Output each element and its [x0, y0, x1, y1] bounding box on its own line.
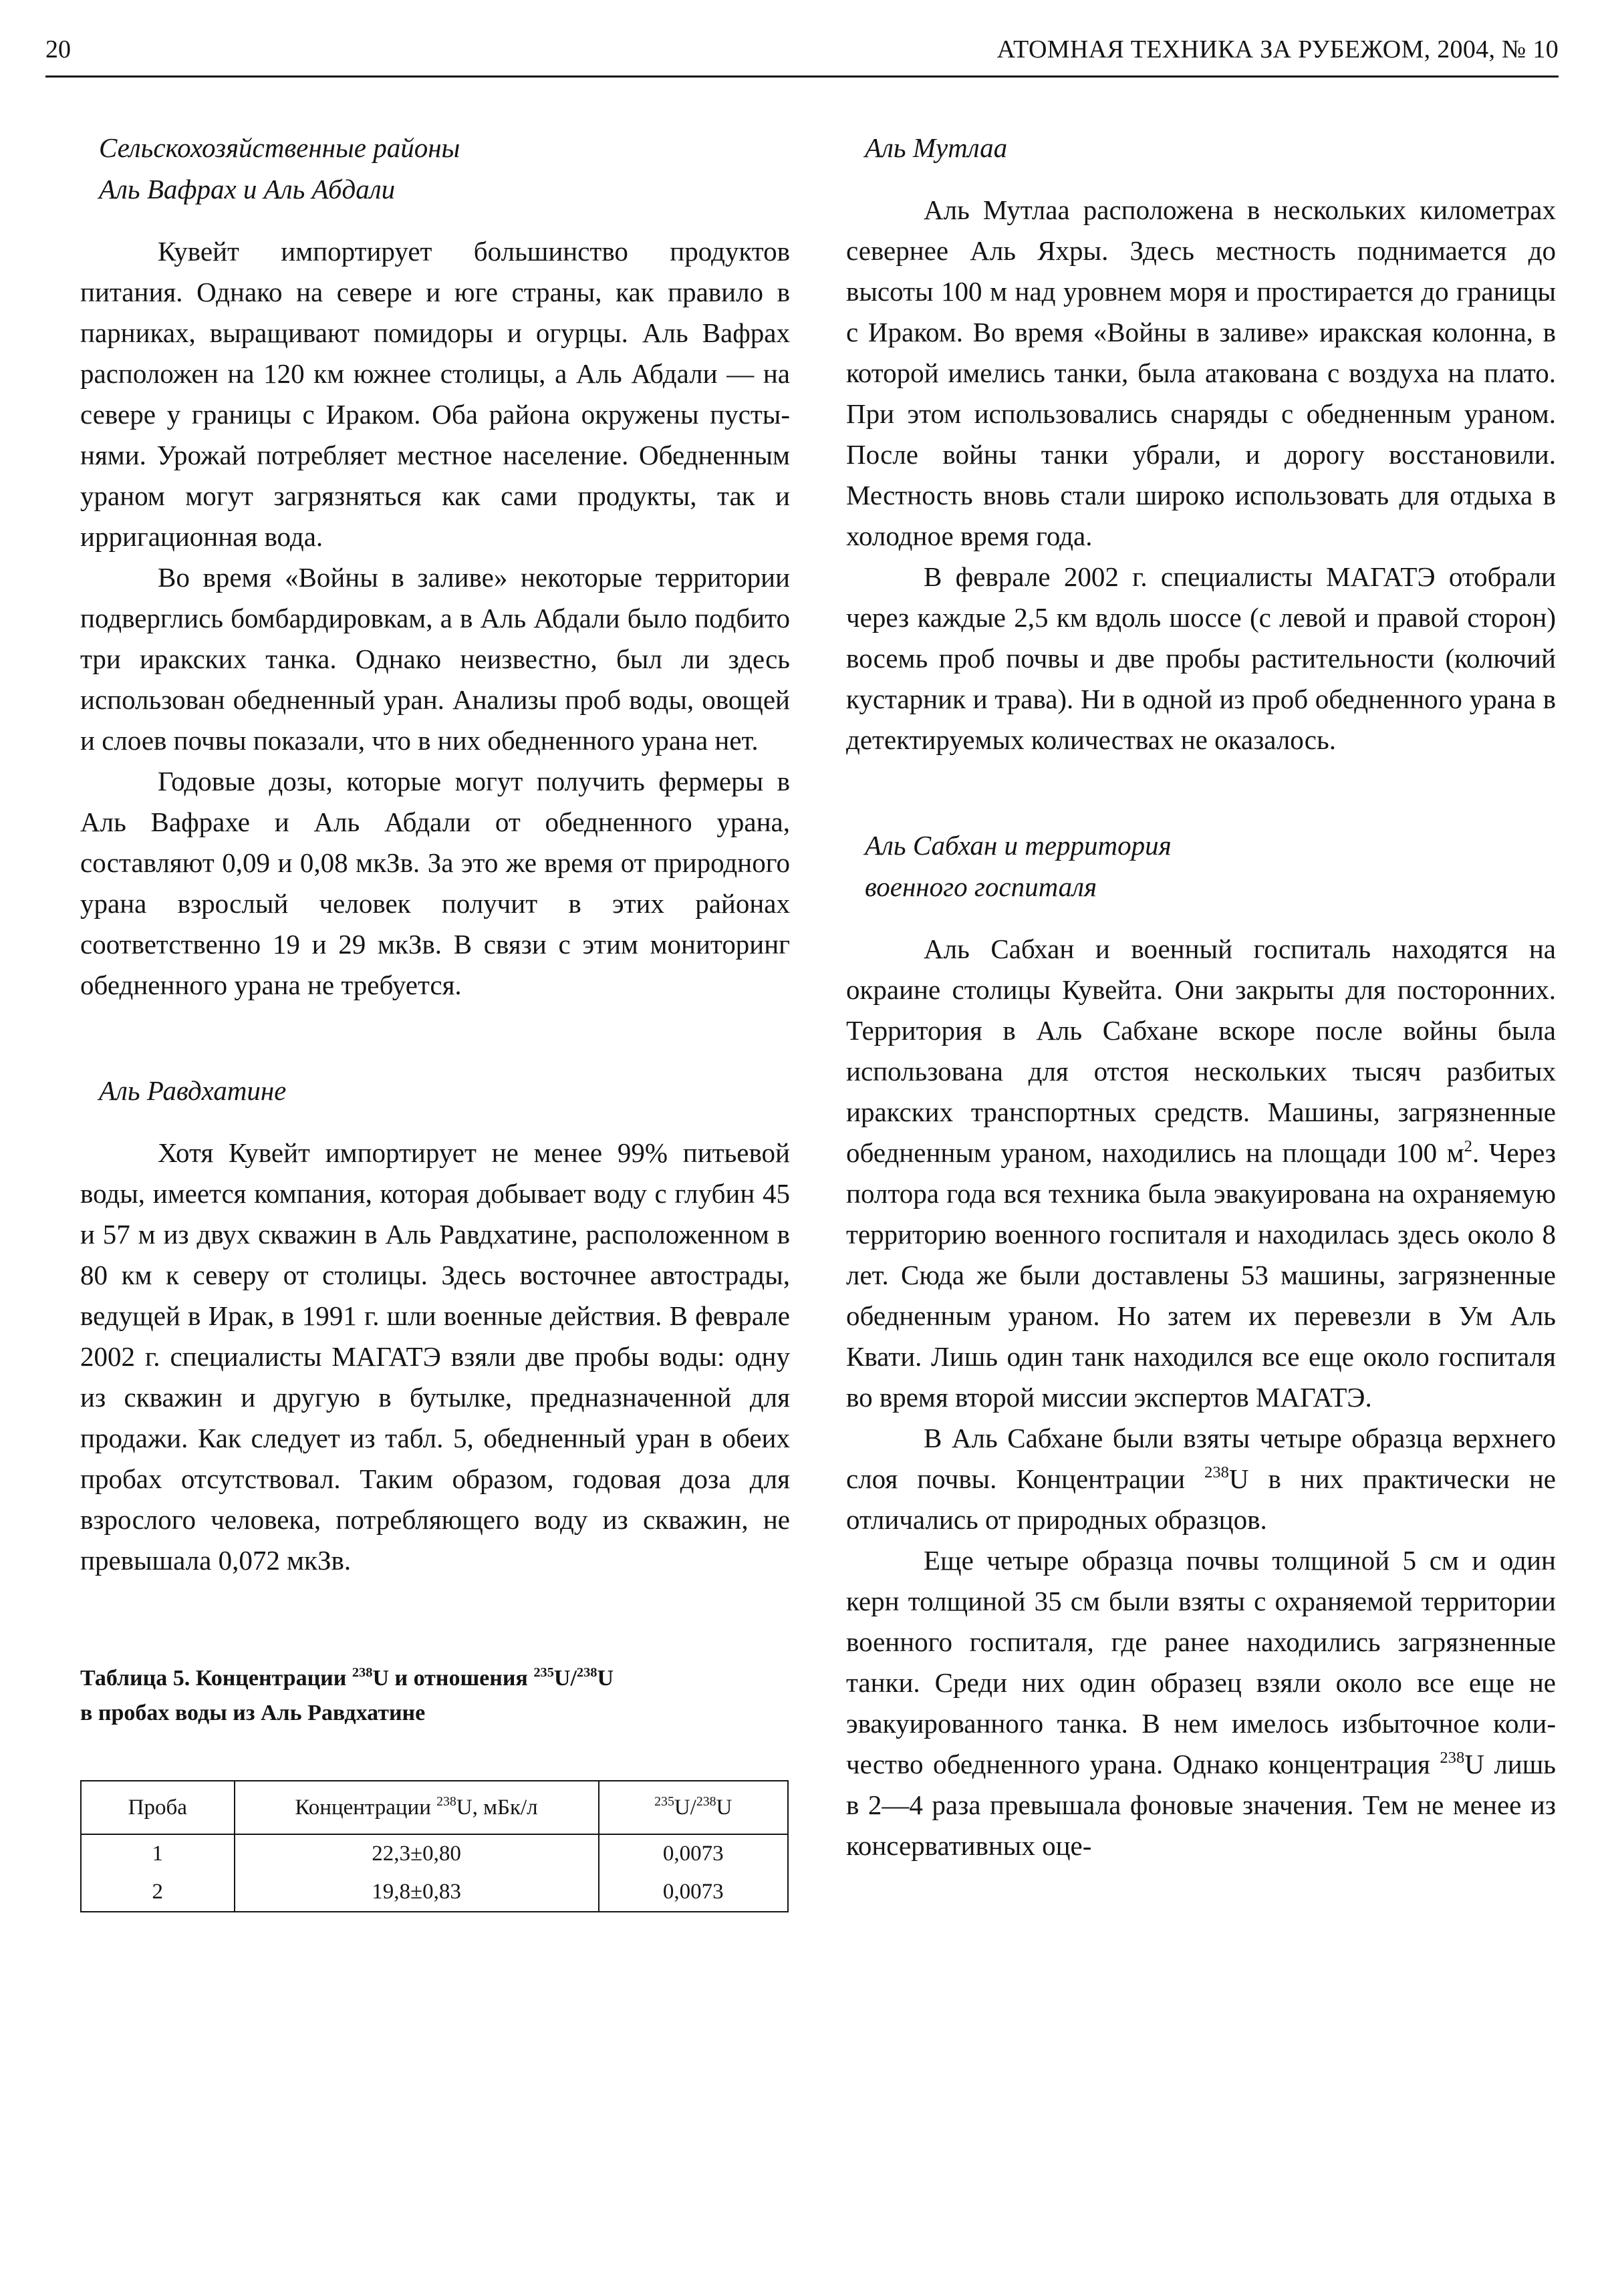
section-heading-line: Сельскохозяйственные районы	[99, 132, 460, 163]
section-heading-sabhan	[846, 825, 1556, 907]
cell-sample: 1	[81, 1834, 235, 1873]
section-heading-line: Аль Сабхан и территория	[865, 830, 1172, 861]
cell-ratio: 0,0073	[599, 1873, 789, 1912]
table-row	[81, 1873, 788, 1912]
data-table	[80, 1780, 789, 1912]
paragraph: Кувейт импортирует большинство продуктов питания. Однако на севере и юге страны, как правило в парниках, выращивают помидоры и огурцы. Аль Вафрах расположен на 120 км южнее столицы, а Аль Абдали — на севере у границы с Ираком. Оба района окружены пустынями. Урожай потребляет местное население. Обедненным ураном могут загрязняться как сами продукты, так и ирригационная вода.	[80, 236, 790, 552]
paragraph: В феврале 2002 г. специалисты МАГАТЭ отобрали через каждые 2,5 км вдоль шоссе (с левой и правой сторон) восемь проб почвы и две пробы растительности (колючий кустарник и трава). Ни в одной из проб обедненного урана в детектируемых количествах не оказалось.	[846, 561, 1556, 755]
header-rule	[45, 76, 1559, 78]
paragraph: Аль Мутлаа расположена в нескольких километрах севернее Аль Яхры. Здесь местность поднимается до высоты 100 м над уровнем моря и простирается до границы с Ираком. Во время «Войны в заливе» иракская колонна, в которой имелись танки, была атакована с воздуха на плато. При этом использовались снаряды с обедненным ураном. После войны танки убрали, и дорогу восстановили. Местность вновь стали широко использовать для отдыха в холодное время года.	[846, 194, 1556, 551]
paragraph: Хотя Кувейт импортирует не менее 99% питьевой воды, имеется компания, которая добывает воду с глубин 45 и 57 м из двух скважин в Аль Равдхатине, расположенном в 80 км к северу от столицы. Здесь восточнее автострады, ведущей в Ирак, в 1991 г. шли военные действия. В феврале 2002 г. специалисты МАГАТЭ взяли две пробы воды: одну из скважин и другую в бутылке, предназначенной для продажи. Как следует из табл. 5, обедненный уран в обеих пробах отсутствовал. Таким образом, годовая доза для взрослого человека, потребляющего воду из скважин, не превышала 0,072 мкЗв.	[80, 1137, 790, 1576]
page-number: 20	[45, 35, 71, 63]
paragraph: Еще четыре образца почвы толщиной 5 см и один керн толщиной 35 см были взяты с охраняемой территории военного госпиталя, где ранее находились загрязненные танки. Среди них один образец взяли около все еще не эвакуированного танка. В нем имелось избыточное количество обедненного урана. Однако концентрация $^{238}$U лишь в 2—4 раза превышала фоновые значения. Тем не менее из консервативных оце-	[846, 1545, 1557, 1861]
cell-concentration: 22,3±0,80	[235, 1834, 599, 1873]
table-header-row	[81, 1781, 788, 1834]
paragraph: В Аль Сабхане были взяты четыре образца верхнего слоя почвы. Концентрации $^{238}$U в них практически не отличались от природных образцов.	[846, 1423, 1556, 1535]
column-header-ratio: $^{235}$U/$^{238}$U	[599, 1781, 789, 1834]
left-column	[80, 127, 790, 1912]
paragraph: Годовые дозы, которые могут получить фермеры в Аль Вафрахе и Аль Абдали от обедненного урана, составляют 0,09 и 0,08 мкЗв. За это же время от природного урана взрослый человек получит в этих районах соответственно 19 и 29 мкЗв. В связи с этим мониторинг обедненного урана не требуется.	[80, 766, 790, 1000]
column-header-sample: Проба	[81, 1781, 235, 1834]
section-heading-mutlaa: Аль Мутлаа	[865, 132, 1008, 163]
section-heading-line: военного госпиталя	[865, 871, 1097, 902]
paragraph: Во время «Войны в заливе» некоторые территории подверглись бомбардировкам, а в Аль Абдали было подбито три иракских танка. Однако неизвестно, был ли здесь использован обедненный уран. Анализы проб воды, овощей и слоев почвы показали, что в них обедненного урана нет.	[80, 562, 790, 756]
section-heading-line: Аль Вафрах и Аль Абдали	[99, 174, 396, 204]
cell-sample: 2	[81, 1873, 235, 1912]
paragraph: Аль Сабхан и военный госпиталь находятся на окраине столицы Кувейта. Они закрыты для посторонних. Территория в Аль Сабхане вскоре после войны была использована для отстоя нескольких тысяч разбитых иракских транспортных средств. Машины, загрязненные обедненным ураном, находились на площади 100 $м^2$. Через полтора года вся техника была эвакуирована на охраняемую территорию военного госпиталя и находилась здесь около 8 лет. Сюда же были доставлены 53 машины, загрязненные обедненным ураном. Но затем их перевезли в Ум Аль Квати. Лишь один танк находился все еще около госпиталя во время второй миссии экспертов МАГАТЭ.	[846, 934, 1556, 1413]
section-heading-agricultural	[80, 127, 790, 210]
column-header-concentration: Концентрации $^{238}$U, мБк/л	[235, 1781, 599, 1834]
right-column	[846, 127, 1556, 1866]
cell-ratio: 0,0073	[599, 1834, 789, 1873]
journal-header: АТОМНАЯ ТЕХНИКА ЗА РУБЕЖОМ, 2004, № 10	[996, 35, 1559, 63]
table-caption: Таблица 5. Концентрации $^{238}$U и отношения $^{235}$U/$^{238}$U в пробах воды из Аль Равдхатине	[80, 1665, 614, 1725]
cell-concentration: 19,8±0,83	[235, 1873, 599, 1912]
table-row	[81, 1834, 788, 1873]
section-heading-rawdhatain: Аль Равдхатине	[99, 1075, 287, 1106]
